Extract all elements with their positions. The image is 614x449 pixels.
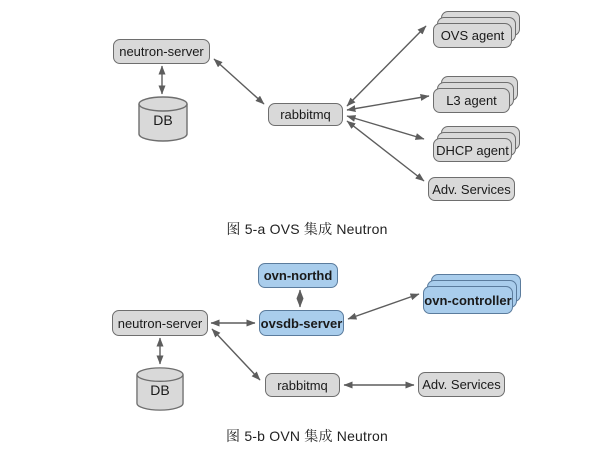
node-neutron-server-b-label: neutron-server <box>117 315 203 331</box>
node-l3-agent-stack <box>433 88 510 113</box>
arrow-a-rabbitmq-adv-services <box>347 121 424 181</box>
node-db-a <box>138 96 188 142</box>
node-ovs-agent-stack <box>433 23 512 48</box>
node-dhcp-agent <box>433 138 512 162</box>
node-adv-services-b-label: Adv. Services <box>422 377 501 392</box>
node-l3-agent-label: L3 agent <box>446 93 497 108</box>
caption-diagram-b: 图 5-b OVN 集成 Neutron <box>226 428 388 444</box>
node-db-b <box>136 366 184 412</box>
node-ovn-controller-label: ovn-controller <box>424 292 512 308</box>
node-rabbitmq-a-label: rabbitmq <box>280 107 331 122</box>
node-ovn-controller-stack <box>423 286 513 314</box>
node-db-b-label: DB <box>150 381 170 398</box>
node-l3-agent <box>433 88 510 113</box>
arrow-a-neutron-rabbitmq <box>214 59 264 104</box>
node-adv-services-a-label: Adv. Services <box>432 181 511 197</box>
node-neutron-server-b <box>112 310 208 336</box>
arrow-b-ovsdb-ovn-controller <box>348 294 419 319</box>
node-ovsdb-server-label: ovsdb-server <box>260 315 343 331</box>
node-ovn-controller <box>423 286 513 314</box>
arrow-a-rabbitmq-ovs-agent <box>347 26 426 106</box>
node-ovsdb-server <box>259 310 344 336</box>
caption-diagram-a: 图 5-a OVS 集成 Neutron <box>226 221 388 237</box>
arrow-a-rabbitmq-l3-agent <box>347 96 429 110</box>
node-db-a-label: DB <box>153 111 173 128</box>
node-dhcp-agent-label: DHCP agent <box>436 142 509 158</box>
node-ovn-northd <box>258 263 338 288</box>
node-adv-services-b <box>418 372 505 397</box>
node-dhcp-agent-stack <box>433 138 512 162</box>
node-rabbitmq-b-label: rabbitmq <box>277 377 328 393</box>
node-rabbitmq-b <box>265 373 340 397</box>
node-neutron-server-a-label: neutron-server <box>119 44 204 59</box>
arrow-a-rabbitmq-dhcp-agent <box>347 116 424 139</box>
node-ovs-agent-label: OVS agent <box>440 28 505 43</box>
node-neutron-server-a <box>113 39 210 64</box>
node-ovs-agent <box>433 23 512 48</box>
node-ovn-northd-label: ovn-northd <box>263 268 333 283</box>
node-adv-services-a <box>428 177 515 201</box>
node-rabbitmq-a <box>268 103 343 126</box>
arrow-b-neutron-rabbitmq <box>212 329 260 380</box>
